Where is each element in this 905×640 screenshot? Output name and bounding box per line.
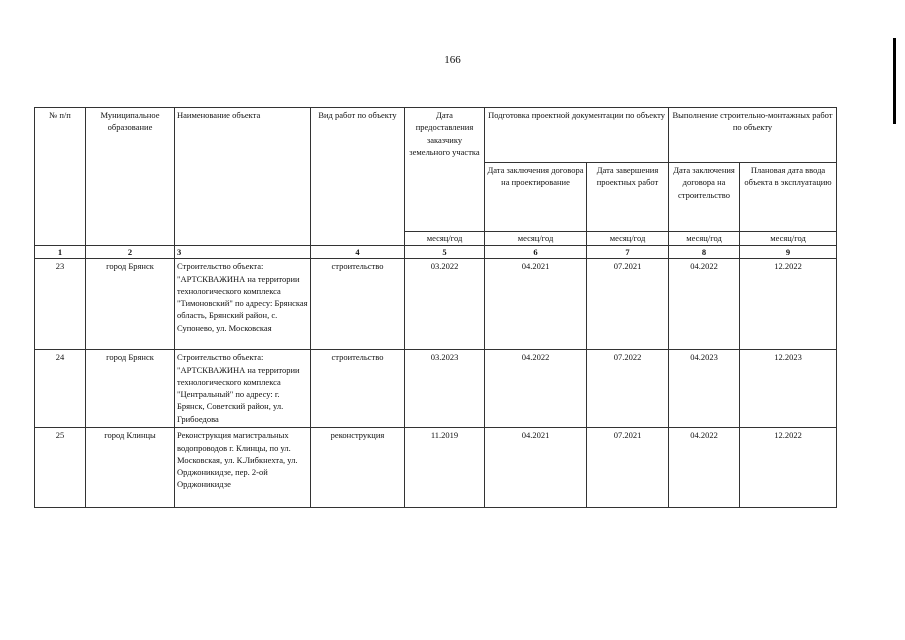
row-land-date: 11.2019 <box>405 428 485 508</box>
col-number: 6 <box>485 246 587 259</box>
table-row <box>35 259 837 350</box>
header-object-name: Наименование объекта <box>175 108 311 232</box>
col-number: 3 <box>175 246 311 259</box>
row-design-contract: 04.2021 <box>485 428 587 508</box>
header-design-group: Подготовка проектной документации по объекту <box>485 108 669 163</box>
unit-cell-5: месяц/год <box>405 232 485 246</box>
col-number: 8 <box>669 246 740 259</box>
row-municipality: город Брянск <box>86 259 175 350</box>
row-object-name: Строительство объекта: "АРТСКВАЖИНА на территории технологического комплекса "Центральный" по адресу: г. Брянск, Советский район, ул. Грибоедова <box>175 350 311 428</box>
header-construction-contract: Дата заключения договора на строительство <box>669 163 740 232</box>
row-construction-contract: 04.2023 <box>669 350 740 428</box>
row-design-finish: 07.2021 <box>587 259 669 350</box>
col-number: 1 <box>35 246 86 259</box>
col-number: 9 <box>740 246 837 259</box>
row-num: 23 <box>35 259 86 350</box>
unit-row <box>35 232 837 246</box>
margin-bar <box>893 38 896 124</box>
schedule-table <box>34 107 837 508</box>
row-land-date: 03.2023 <box>405 350 485 428</box>
row-commissioning: 12.2022 <box>740 428 837 508</box>
col-number: 4 <box>311 246 405 259</box>
column-number-row <box>35 246 837 259</box>
header-municipality: Муниципальное образование <box>86 108 175 232</box>
row-construction-contract: 04.2022 <box>669 428 740 508</box>
header-design-finish: Дата завершения проектных работ <box>587 163 669 232</box>
header-num: № п/п <box>35 108 86 232</box>
row-design-finish: 07.2022 <box>587 350 669 428</box>
unit-cell-7: месяц/год <box>587 232 669 246</box>
row-work-type: реконструкция <box>311 428 405 508</box>
row-municipality: город Брянск <box>86 350 175 428</box>
row-num: 24 <box>35 350 86 428</box>
row-commissioning: 12.2023 <box>740 350 837 428</box>
row-design-contract: 04.2021 <box>485 259 587 350</box>
row-design-contract: 04.2022 <box>485 350 587 428</box>
col-number: 5 <box>405 246 485 259</box>
row-design-finish: 07.2021 <box>587 428 669 508</box>
row-num: 25 <box>35 428 86 508</box>
header-design-contract: Дата заключения договора на проектирование <box>485 163 587 232</box>
unit-cell-8: месяц/год <box>669 232 740 246</box>
table-row <box>35 428 837 508</box>
header-land-date: Дата предоставления заказчику земельного участка <box>405 108 485 232</box>
unit-cell-3 <box>175 232 311 246</box>
col-number: 2 <box>86 246 175 259</box>
unit-cell-6: месяц/год <box>485 232 587 246</box>
page-number: 166 <box>444 54 461 66</box>
row-construction-contract: 04.2022 <box>669 259 740 350</box>
unit-cell-4 <box>311 232 405 246</box>
header-work-type: Вид работ по объекту <box>311 108 405 232</box>
col-number: 7 <box>587 246 669 259</box>
unit-cell-2 <box>86 232 175 246</box>
header-commissioning: Плановая дата ввода объекта в эксплуатацию <box>740 163 837 232</box>
unit-cell-1 <box>35 232 86 246</box>
row-work-type: строительство <box>311 259 405 350</box>
row-object-name: Реконструкция магистральных водопроводов г. Клинцы, по ул. Московская, ул. К.Либкнехта, ул. Орджоникидзе, пер. 2-ой Орджоникидзе <box>175 428 311 508</box>
row-work-type: строительство <box>311 350 405 428</box>
unit-cell-9: месяц/год <box>740 232 837 246</box>
table-row <box>35 350 837 428</box>
header-construction-group: Выполнение строительно-монтажных работ по объекту <box>669 108 837 163</box>
row-commissioning: 12.2022 <box>740 259 837 350</box>
header-row-1 <box>35 108 837 163</box>
row-land-date: 03.2022 <box>405 259 485 350</box>
row-municipality: город Клинцы <box>86 428 175 508</box>
row-object-name: Строительство объекта: "АРТСКВАЖИНА на территории технологического комплекса "Тимоновский" по адресу: Брянская область, Брянский район, с. Супонево, ул. Московская <box>175 259 311 350</box>
